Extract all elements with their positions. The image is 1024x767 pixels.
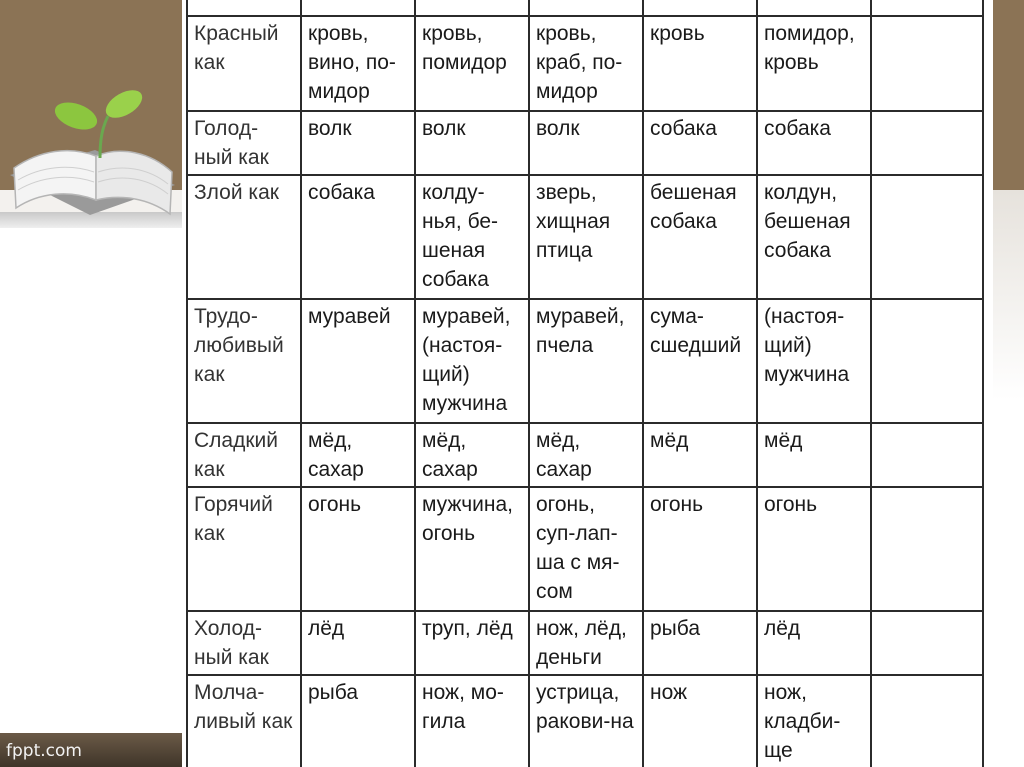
table-cell: огонь	[757, 487, 871, 611]
table-cell: нож, мо-гила	[415, 675, 529, 767]
table-cell: волк	[529, 111, 643, 175]
table-cell: муравей	[301, 299, 415, 423]
table-cell: колдун, бешеная собака	[757, 175, 871, 299]
table-cell	[871, 175, 983, 299]
table-row	[187, 675, 983, 767]
table-cell	[871, 423, 983, 487]
table-cell	[871, 16, 983, 111]
row-header-cell: Молча-ливый как	[187, 675, 301, 767]
table-cell: бешеная собака	[643, 175, 757, 299]
table-cell	[529, 0, 643, 16]
table-cell: нож, лёд, деньги	[529, 611, 643, 675]
table-cell: мёд	[757, 423, 871, 487]
row-header-cell: Злой как	[187, 175, 301, 299]
table-cell: нож, кладби-ще	[757, 675, 871, 767]
table-cell: помидор, кровь	[757, 16, 871, 111]
row-header-cell: Сладкий как	[187, 423, 301, 487]
table-cell: мужчина, огонь	[415, 487, 529, 611]
table-cell: кровь, краб, по-мидор	[529, 16, 643, 111]
table-cell: волк	[301, 111, 415, 175]
table-cell	[871, 675, 983, 767]
row-header-cell: Красный как	[187, 16, 301, 111]
table-cell: устрица, ракови-на	[529, 675, 643, 767]
table-cell: рыба	[643, 611, 757, 675]
open-book-sprout-icon	[0, 80, 190, 240]
table-row	[187, 299, 983, 423]
table-cell: собака	[643, 111, 757, 175]
table-cell: кровь, вино, по-мидор	[301, 16, 415, 111]
table-cell: кровь	[643, 16, 757, 111]
background-right-strip	[993, 0, 1024, 767]
table-cell	[871, 487, 983, 611]
table-cell	[415, 0, 529, 16]
table-cell: труп, лёд	[415, 611, 529, 675]
table-cell: волк	[415, 111, 529, 175]
comparison-table	[186, 0, 984, 767]
table-row	[187, 0, 983, 16]
table-cell: муравей, (настоя-щий) мужчина	[415, 299, 529, 423]
table-cell	[871, 0, 983, 16]
table-cell: лёд	[757, 611, 871, 675]
table-cell: мёд, сахар	[301, 423, 415, 487]
table-row	[187, 175, 983, 299]
row-header-cell: Голод-ный как	[187, 111, 301, 175]
table-cell: зверь, хищная птица	[529, 175, 643, 299]
table-cell: огонь	[301, 487, 415, 611]
table-cell: колду-нья, бе-шеная собака	[415, 175, 529, 299]
row-header-cell: Горячий как	[187, 487, 301, 611]
table-cell	[757, 0, 871, 16]
table-row	[187, 111, 983, 175]
table-cell: рыба	[301, 675, 415, 767]
table-cell: огонь	[643, 487, 757, 611]
table-cell	[871, 611, 983, 675]
table-row	[187, 423, 983, 487]
table-cell: сума-сшедший	[643, 299, 757, 423]
table-row	[187, 611, 983, 675]
table-cell: собака	[301, 175, 415, 299]
table-cell: мёд, сахар	[529, 423, 643, 487]
table-cell: мёд	[643, 423, 757, 487]
table-cell	[871, 299, 983, 423]
table-cell: муравей, пчела	[529, 299, 643, 423]
table-cell	[187, 0, 301, 16]
table-cell	[643, 0, 757, 16]
table-cell: мёд, сахар	[415, 423, 529, 487]
table-row	[187, 487, 983, 611]
table-cell	[871, 111, 983, 175]
table-cell: огонь, суп-лап-ша с мя-сом	[529, 487, 643, 611]
table-row	[187, 16, 983, 111]
brand-label: fppt.com	[6, 741, 82, 761]
row-header-cell: Холод-ный как	[187, 611, 301, 675]
row-header-cell: Трудо-любивый как	[187, 299, 301, 423]
table-cell	[301, 0, 415, 16]
table-cell: нож	[643, 675, 757, 767]
table-cell: собака	[757, 111, 871, 175]
table-cell: лёд	[301, 611, 415, 675]
table-cell: (настоя-щий) мужчина	[757, 299, 871, 423]
table-cell: кровь, помидор	[415, 16, 529, 111]
slide-content	[182, 0, 993, 767]
